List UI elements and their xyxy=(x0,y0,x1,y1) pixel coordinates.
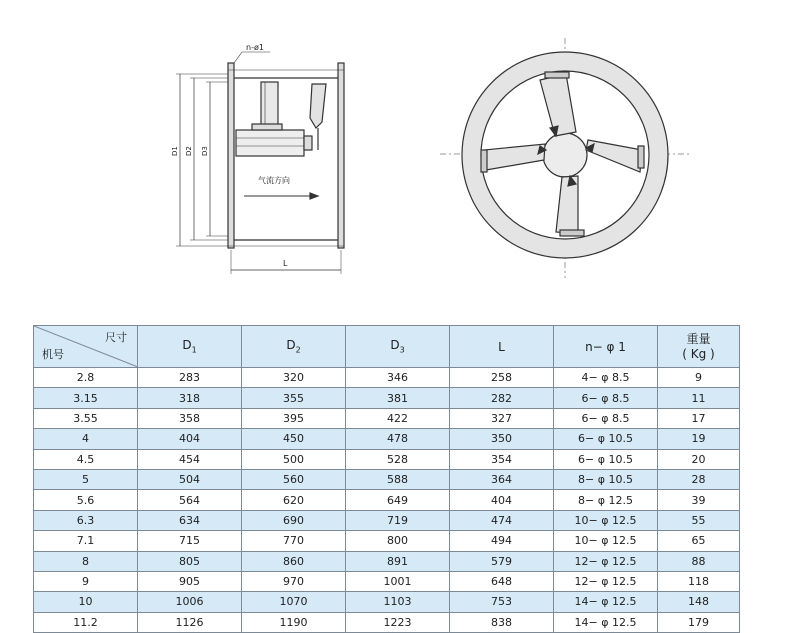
table-header-row xyxy=(34,326,740,368)
table-row xyxy=(34,408,740,428)
table-row xyxy=(34,592,740,612)
cell-d1: 715 xyxy=(138,531,242,551)
cell-d2: 970 xyxy=(242,571,346,591)
table-row xyxy=(34,571,740,591)
cell-length: 753 xyxy=(450,592,554,612)
cell-model: 4.5 xyxy=(34,449,138,469)
cell-length: 282 xyxy=(450,388,554,408)
cell-weight: 39 xyxy=(658,490,740,510)
cell-length: 474 xyxy=(450,510,554,530)
cell-d1: 283 xyxy=(138,368,242,388)
cell-weight: 55 xyxy=(658,510,740,530)
front-view xyxy=(440,38,690,278)
cell-length: 258 xyxy=(450,368,554,388)
header-weight xyxy=(658,326,740,368)
cell-model: 8 xyxy=(34,551,138,571)
table-row xyxy=(34,429,740,449)
airflow-direction-label: 气流方向 xyxy=(258,176,290,185)
fan-spec-table xyxy=(33,325,740,633)
cell-d1: 564 xyxy=(138,490,242,510)
d3-dimension-label: D3 xyxy=(201,146,209,156)
cell-weight: 9 xyxy=(658,368,740,388)
cell-d2: 500 xyxy=(242,449,346,469)
cell-d1: 905 xyxy=(138,571,242,591)
cell-d3: 381 xyxy=(346,388,450,408)
cell-d3: 422 xyxy=(346,408,450,428)
table-row xyxy=(34,551,740,571)
cell-weight: 179 xyxy=(658,612,740,632)
header-holes xyxy=(554,326,658,368)
table-row xyxy=(34,388,740,408)
cell-d2: 320 xyxy=(242,368,346,388)
cell-d2: 560 xyxy=(242,469,346,489)
cell-length: 327 xyxy=(450,408,554,428)
header-d1-main: D xyxy=(182,338,192,353)
cell-d3: 588 xyxy=(346,469,450,489)
cell-holes: 14− φ 12.5 xyxy=(554,612,658,632)
cell-length: 579 xyxy=(450,551,554,571)
table-row xyxy=(34,531,740,551)
cell-length: 838 xyxy=(450,612,554,632)
cell-model: 11.2 xyxy=(34,612,138,632)
cell-model: 3.55 xyxy=(34,408,138,428)
cell-weight: 19 xyxy=(658,429,740,449)
cell-length: 494 xyxy=(450,531,554,551)
header-weight-line1: 重量 xyxy=(686,331,711,346)
d1-dimension-label: D1 xyxy=(171,146,179,156)
cell-model: 5 xyxy=(34,469,138,489)
cell-length: 648 xyxy=(450,571,554,591)
cell-d1: 634 xyxy=(138,510,242,530)
header-d2 xyxy=(242,326,346,368)
cell-d3: 891 xyxy=(346,551,450,571)
table-row xyxy=(34,449,740,469)
cell-model: 2.8 xyxy=(34,368,138,388)
table-row xyxy=(34,612,740,632)
cell-holes: 14− φ 12.5 xyxy=(554,592,658,612)
cell-d2: 395 xyxy=(242,408,346,428)
cell-d1: 1126 xyxy=(138,612,242,632)
cell-length: 350 xyxy=(450,429,554,449)
cell-model: 7.1 xyxy=(34,531,138,551)
cell-d2: 1070 xyxy=(242,592,346,612)
cell-holes: 12− φ 12.5 xyxy=(554,571,658,591)
cell-holes: 12− φ 12.5 xyxy=(554,551,658,571)
cell-weight: 11 xyxy=(658,388,740,408)
cell-d3: 528 xyxy=(346,449,450,469)
cell-model: 9 xyxy=(34,571,138,591)
cell-d1: 404 xyxy=(138,429,242,449)
cell-d2: 450 xyxy=(242,429,346,449)
header-d1-sub: 1 xyxy=(191,345,197,355)
cell-d1: 454 xyxy=(138,449,242,469)
cell-length: 364 xyxy=(450,469,554,489)
cell-d2: 1190 xyxy=(242,612,346,632)
cell-model: 10 xyxy=(34,592,138,612)
cell-d2: 690 xyxy=(242,510,346,530)
table-row xyxy=(34,469,740,489)
side-view xyxy=(176,52,344,274)
cell-d3: 719 xyxy=(346,510,450,530)
hole-spec-label: n-ø1 xyxy=(246,43,264,52)
cell-model: 5.6 xyxy=(34,490,138,510)
length-dimension-label: L xyxy=(283,259,288,268)
d2-dimension-label: D2 xyxy=(185,146,193,156)
header-holes-main: n− φ 1 xyxy=(585,339,626,354)
table-body xyxy=(34,368,740,633)
cell-holes: 10− φ 12.5 xyxy=(554,510,658,530)
cell-d1: 358 xyxy=(138,408,242,428)
cell-weight: 20 xyxy=(658,449,740,469)
cell-d3: 1103 xyxy=(346,592,450,612)
header-d2-sub: 2 xyxy=(295,345,301,355)
cell-model: 4 xyxy=(34,429,138,449)
header-model-label: 机号 xyxy=(42,348,64,361)
cell-d3: 800 xyxy=(346,531,450,551)
cell-model: 6.3 xyxy=(34,510,138,530)
cell-holes: 6− φ 8.5 xyxy=(554,408,658,428)
cell-weight: 17 xyxy=(658,408,740,428)
header-d3 xyxy=(346,326,450,368)
cell-d3: 478 xyxy=(346,429,450,449)
header-dimension-label: 尺寸 xyxy=(105,331,127,344)
cell-weight: 28 xyxy=(658,469,740,489)
cell-holes: 8− φ 10.5 xyxy=(554,469,658,489)
cell-d1: 504 xyxy=(138,469,242,489)
cell-d3: 649 xyxy=(346,490,450,510)
header-corner-cell xyxy=(34,326,138,368)
header-d3-sub: 3 xyxy=(399,345,405,355)
cell-d3: 1223 xyxy=(346,612,450,632)
header-d1 xyxy=(138,326,242,368)
header-weight-line2: ( Kg ) xyxy=(682,346,715,361)
cell-weight: 118 xyxy=(658,571,740,591)
table-row xyxy=(34,510,740,530)
table-row xyxy=(34,368,740,388)
cell-weight: 148 xyxy=(658,592,740,612)
cell-d1: 318 xyxy=(138,388,242,408)
cell-holes: 6− φ 8.5 xyxy=(554,388,658,408)
cell-holes: 4− φ 8.5 xyxy=(554,368,658,388)
cell-d2: 355 xyxy=(242,388,346,408)
cell-holes: 6− φ 10.5 xyxy=(554,429,658,449)
cell-model: 3.15 xyxy=(34,388,138,408)
cell-length: 404 xyxy=(450,490,554,510)
cell-d1: 805 xyxy=(138,551,242,571)
cell-d3: 1001 xyxy=(346,571,450,591)
cell-weight: 65 xyxy=(658,531,740,551)
cell-holes: 6− φ 10.5 xyxy=(554,449,658,469)
cell-holes: 10− φ 12.5 xyxy=(554,531,658,551)
cell-d2: 620 xyxy=(242,490,346,510)
cell-d1: 1006 xyxy=(138,592,242,612)
table-row xyxy=(34,490,740,510)
cell-weight: 88 xyxy=(658,551,740,571)
cell-d2: 770 xyxy=(242,531,346,551)
cell-d2: 860 xyxy=(242,551,346,571)
header-length-main: L xyxy=(498,339,505,354)
header-d3-main: D xyxy=(390,338,400,353)
cell-d3: 346 xyxy=(346,368,450,388)
header-length xyxy=(450,326,554,368)
header-d2-main: D xyxy=(286,338,296,353)
cell-length: 354 xyxy=(450,449,554,469)
cell-holes: 8− φ 12.5 xyxy=(554,490,658,510)
